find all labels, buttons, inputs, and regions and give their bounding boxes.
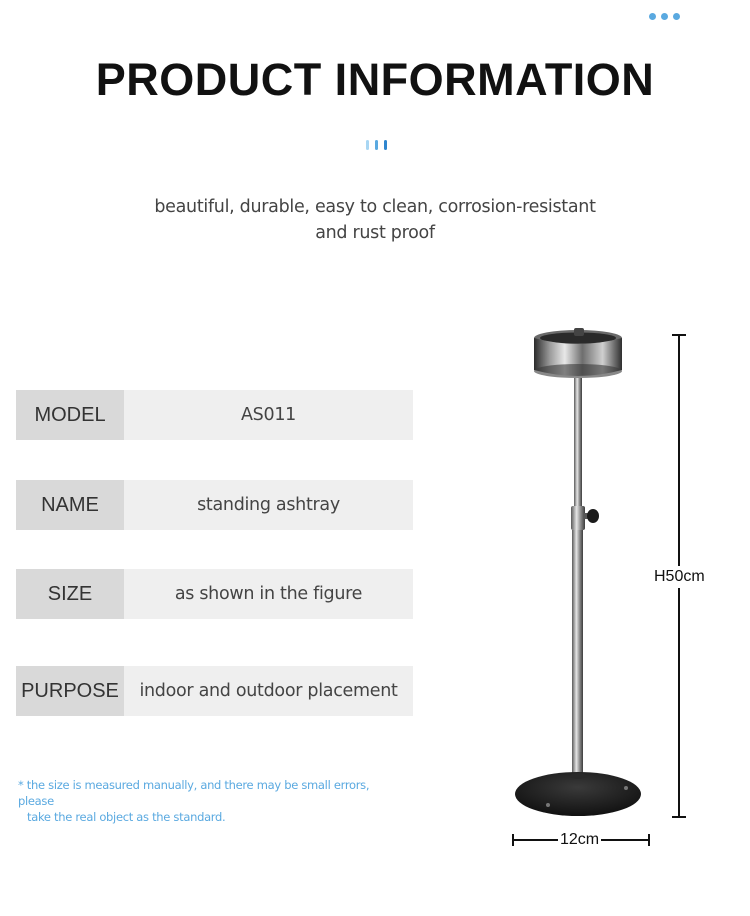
bar [375,140,378,150]
spec-value: standing ashtray [124,480,413,530]
three-bars-icon [366,140,387,150]
dot [661,13,668,20]
page-title: PRODUCT INFORMATION [95,54,655,105]
spec-label: SIZE [16,569,124,619]
spec-row-model [16,390,413,440]
width-label: 12cm [560,831,600,848]
spec-label: MODEL [16,390,124,440]
note-line: * the size is measured manually, and there may be small errors, please [18,778,370,808]
spec-label: PURPOSE [16,666,124,716]
spec-row-purpose [16,666,413,716]
height-collar [571,506,585,530]
note-line: take the real object as the standard. [27,810,226,824]
spec-value: as shown in the figure [124,569,413,619]
dot [673,13,680,20]
bar [384,140,387,150]
upper-pole [574,378,582,510]
spec-row-size [16,569,413,619]
spec-row-name [16,480,413,530]
description-line: and rust proof [315,223,435,243]
standing-ashtray-image [500,320,660,820]
ellipsis-dots-icon [649,13,680,20]
height-label: H50cm [654,566,705,588]
adjust-knob [587,509,599,523]
spec-label: NAME [16,480,124,530]
measurement-note [18,777,408,825]
spec-value: AS011 [124,390,413,440]
product-description [125,194,625,246]
dot [649,13,656,20]
description-line: beautiful, durable, easy to clean, corrosion-resistant [154,197,596,217]
bar [366,140,369,150]
lower-pole [572,530,583,775]
spec-value: indoor and outdoor placement [124,666,413,716]
